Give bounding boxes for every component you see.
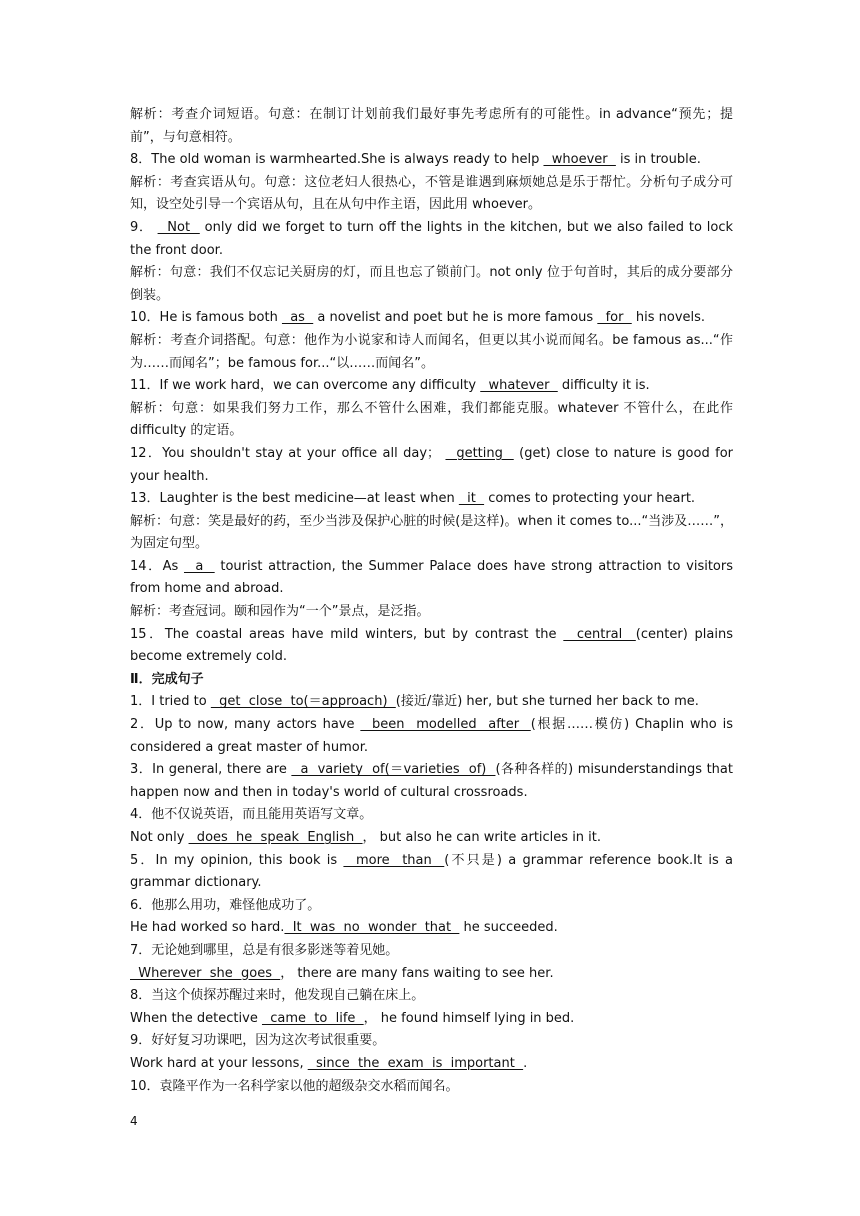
question-text: 8．The old woman is warmhearted.She is always ready to help	[130, 152, 544, 168]
question-line	[130, 149, 733, 172]
question-text: (不只是) a grammar reference book.It is a grammar dictionary.	[130, 852, 733, 891]
question-text: 15．The coastal areas have mild winters, but by contrast the	[130, 626, 564, 642]
question-line	[130, 1076, 733, 1099]
question-line	[130, 556, 733, 601]
question-text: 12．You shouldn't stay at your office all day；	[130, 445, 446, 461]
question-text: (根据……模仿) Chaplin who is considered a great master of humor.	[130, 717, 733, 755]
question-text: 3．In general, there are	[130, 762, 292, 778]
question-line	[130, 804, 733, 827]
question-text: 7．无论她到哪里，总是有很多影迷等着见她。	[130, 942, 399, 958]
question-line	[130, 963, 733, 986]
question-line	[130, 985, 733, 1008]
question-text: (各种各样的) misunderstandings that happen now and then in today's world of cultural crossroads.	[130, 762, 733, 800]
question-text: comes to protecting your heart.	[484, 491, 696, 507]
question-line	[130, 691, 733, 714]
answer-blank: since the exam is important	[307, 1055, 524, 1071]
answer-blank: Wherever she goes	[130, 965, 281, 981]
answer-blank: central	[563, 626, 636, 642]
analysis-paragraph: 解析：考查冠词。颐和园作为“一个”景点，是泛指。	[130, 604, 430, 620]
answer-blank: Not	[157, 219, 200, 235]
question-text: 5．In my opinion, this book is	[130, 852, 344, 868]
question-text: 2．Up to now, many actors have	[130, 717, 361, 733]
question-text: 13．Laughter is the best medicine—at least when	[130, 491, 459, 507]
question-text: his novels.	[631, 310, 706, 326]
question-text: a novelist and poet but he is more famous	[313, 310, 598, 326]
section-heading: Ⅱ．完成句子	[130, 671, 204, 687]
question-text: 14．As	[130, 558, 184, 574]
question-text: ， but also he can write articles in it.	[362, 830, 602, 845]
answer-blank: whatever	[480, 378, 558, 394]
answer-blank: came to life	[261, 1010, 364, 1026]
question-text: .	[523, 1055, 528, 1071]
question-line	[130, 1030, 733, 1053]
analysis-paragraph: 解析：考查宾语从句。句意：这位老妇人很热心，不管是谁遇到麻烦她总是乐于帮忙。分析句子成分可知，设空处引导一个宾语从句，且在从句中作主语，因此用 whoever。	[130, 174, 733, 213]
answer-blank: been modelled after	[360, 717, 531, 733]
question-line	[130, 850, 733, 895]
analysis-paragraph: 解析：句意：笑是最好的药，至少当涉及保护心脏的时候(是这样)。when it comes to...“当涉及……”，为固定句型。	[130, 513, 733, 552]
question-line	[130, 375, 733, 398]
question-line	[130, 1053, 733, 1076]
question-text: only did we forget to turn off the lights in the kitchen, but we also failed to lock the front door.	[130, 219, 734, 258]
document-content	[130, 104, 733, 1098]
answer-blank: get close to(＝approach)	[210, 694, 396, 710]
question-line	[130, 827, 733, 850]
question-text: Not only	[130, 830, 189, 845]
question-line	[130, 443, 733, 488]
answer-blank: It was no wonder that	[284, 920, 460, 936]
answer-blank: as	[281, 310, 314, 326]
question-text: 10．He is famous both	[130, 310, 282, 326]
question-text: tourist attraction, the Summer Palace does have strong attraction to visitors from home and abroad.	[130, 558, 734, 597]
question-line	[130, 624, 733, 669]
question-text: 9．好好复习功课吧，因为这次考试很重要。	[130, 1033, 386, 1049]
analysis-paragraph: 解析：句意：我们不仅忘记关厨房的灯，而且也忘了锁前门。not only 位于句首时，其后的成分要部分倒装。	[130, 265, 733, 303]
answer-blank: more than	[343, 852, 445, 868]
question-text: 11．If we work hard，we can overcome any difficulty	[130, 378, 481, 394]
question-text: 1．I tried to	[130, 694, 211, 710]
question-line	[130, 759, 733, 804]
question-line	[130, 217, 733, 262]
question-text: difficulty it is.	[557, 378, 650, 394]
question-text: (get) close to nature is good for your health.	[130, 445, 733, 484]
answer-blank: it	[458, 491, 485, 507]
analysis-paragraph: 解析：考查介词短语。句意：在制订计划前我们最好事先考虑所有的可能性。in advance“预先；提前”，与句意相符。	[130, 107, 733, 145]
question-text: ， there are many fans waiting to see her.	[280, 965, 554, 981]
question-line	[130, 1008, 733, 1031]
question-text: he succeeded.	[459, 920, 558, 936]
answer-blank: getting	[445, 445, 514, 461]
question-text: Work hard at your lessons,	[130, 1055, 308, 1071]
answer-blank: does he speak English	[188, 830, 363, 845]
question-text: 8．当这个侦探苏醒过来时，他发现自己躺在床上。	[130, 988, 425, 1004]
question-line	[130, 714, 733, 759]
analysis-paragraph: 解析：句意：如果我们努力工作，那么不管什么困难，我们都能克服。whatever 不管什么，在此作 difficulty 的定语。	[130, 400, 733, 439]
question-line	[130, 895, 733, 918]
question-line	[130, 307, 733, 330]
answer-blank: for	[597, 310, 632, 326]
question-text: ， he found himself lying in bed.	[363, 1010, 575, 1026]
question-text: He had worked so hard.	[130, 920, 285, 936]
question-text: 6．他那么用功，难怪他成功了。	[130, 897, 321, 913]
analysis-paragraph: 解析：考查介词搭配。句意：他作为小说家和诗人而闻名，但更以其小说而闻名。be famous as...“作为……而闻名”；be famous for...“以……而闻名”。	[130, 332, 733, 371]
question-text: (接近/靠近) her, but she turned her back to me.	[395, 694, 699, 710]
question-text: When the detective	[130, 1010, 262, 1026]
question-text: 9．	[130, 219, 158, 235]
question-line	[130, 917, 733, 940]
question-text: 10．袁隆平作为一名科学家以他的超级杂交水稻而闻名。	[130, 1078, 459, 1094]
question-text: 4．他不仅说英语，而且能用英语写文章。	[130, 807, 373, 823]
page-number: 4	[130, 1114, 138, 1128]
answer-blank: a variety of(＝varieties of)	[291, 762, 496, 778]
question-line	[130, 488, 733, 511]
answer-blank: a	[183, 558, 215, 574]
answer-blank: whoever	[543, 152, 616, 168]
question-line	[130, 940, 733, 963]
question-text: (center) plains become extremely cold.	[130, 626, 733, 665]
question-text: is in trouble.	[615, 152, 701, 168]
